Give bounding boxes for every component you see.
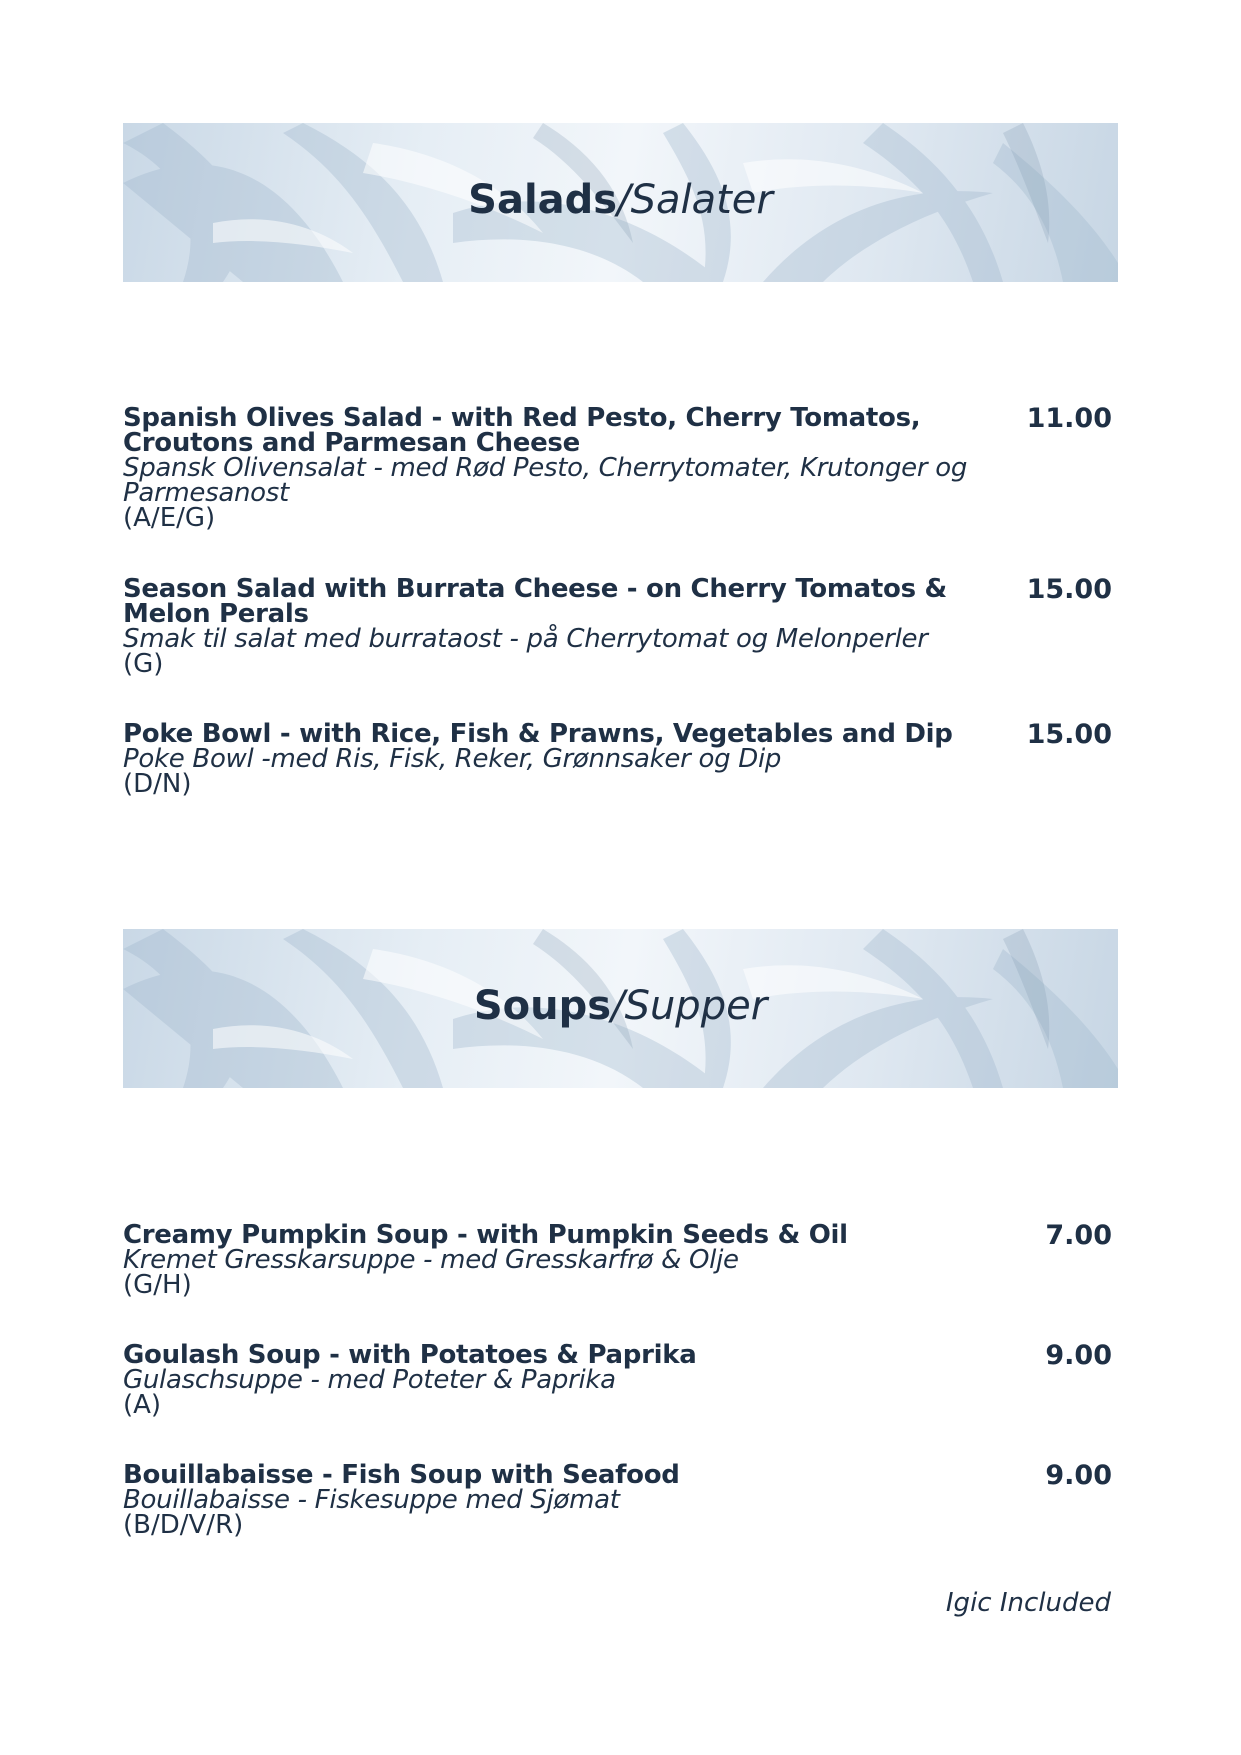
item-allergens: (A) xyxy=(123,1390,162,1420)
item-allergens: (A/E/G) xyxy=(123,503,216,533)
item-name-english: Spanish Olives Salad - with Red Pesto, Cherry Tomatos, Croutons and Parmesan Cheese xyxy=(123,403,921,458)
item-price: 15.00 xyxy=(1026,574,1112,605)
item-name-norwegian: Gulaschsuppe - med Poteter & Paprika xyxy=(123,1365,616,1395)
item-price: 11.00 xyxy=(1026,403,1112,434)
section-title-norwegian: Supper xyxy=(624,983,768,1029)
section-title-norwegian: Salater xyxy=(630,177,773,223)
item-name-english: Bouillabaisse - Fish Soup with Seafood xyxy=(123,1460,680,1490)
section-title-english: Soups xyxy=(473,983,612,1029)
section-title-slash: / xyxy=(617,177,631,223)
section-title-soups xyxy=(123,981,1118,1031)
soups-banner xyxy=(123,929,1118,1088)
item-name-english: Season Salad with Burrata Cheese - on Cherry Tomatos & Melon Perals xyxy=(123,574,947,629)
tax-footnote: Igic Included xyxy=(945,1588,1111,1618)
item-allergens: (G/H) xyxy=(123,1270,192,1300)
item-price: 7.00 xyxy=(1045,1220,1112,1251)
item-name-english: Goulash Soup - with Potatoes & Paprika xyxy=(123,1340,697,1370)
menu-item-bouillabaisse xyxy=(123,1460,1118,1540)
section-title-english: Salads xyxy=(468,177,618,223)
menu-item-spanish-olives-salad xyxy=(123,403,1118,533)
item-name-english: Creamy Pumpkin Soup - with Pumpkin Seeds & Oil xyxy=(123,1220,848,1250)
item-name-norwegian: Bouillabaisse - Fiskesuppe med Sjømat xyxy=(123,1485,620,1515)
item-price: 15.00 xyxy=(1026,719,1112,750)
item-price: 9.00 xyxy=(1045,1460,1112,1491)
section-title-salads xyxy=(123,175,1118,225)
item-name-norwegian: Kremet Gresskarsuppe - med Gresskarfrø & Olje xyxy=(123,1245,739,1275)
menu-item-creamy-pumpkin-soup xyxy=(123,1220,1118,1300)
menu-item-goulash-soup xyxy=(123,1340,1118,1420)
item-allergens: (D/N) xyxy=(123,769,192,799)
item-name-english: Poke Bowl - with Rice, Fish & Prawns, Vegetables and Dip xyxy=(123,719,953,749)
menu-item-poke-bowl xyxy=(123,719,1118,799)
item-name-norwegian: Spansk Olivensalat - med Rød Pesto, Cherrytomater, Krutonger og Parmesanost xyxy=(123,453,968,508)
item-name-norwegian: Smak til salat med burrataost - på Cherrytomat og Melonperler xyxy=(123,624,928,654)
section-title-slash: / xyxy=(611,983,625,1029)
item-price: 9.00 xyxy=(1045,1340,1112,1371)
salads-banner xyxy=(123,123,1118,282)
item-allergens: (G) xyxy=(123,649,164,679)
item-name-norwegian: Poke Bowl -med Ris, Fisk, Reker, Grønnsaker og Dip xyxy=(123,744,782,774)
menu-item-season-salad-burrata xyxy=(123,574,1118,679)
item-allergens: (B/D/V/R) xyxy=(123,1510,244,1540)
